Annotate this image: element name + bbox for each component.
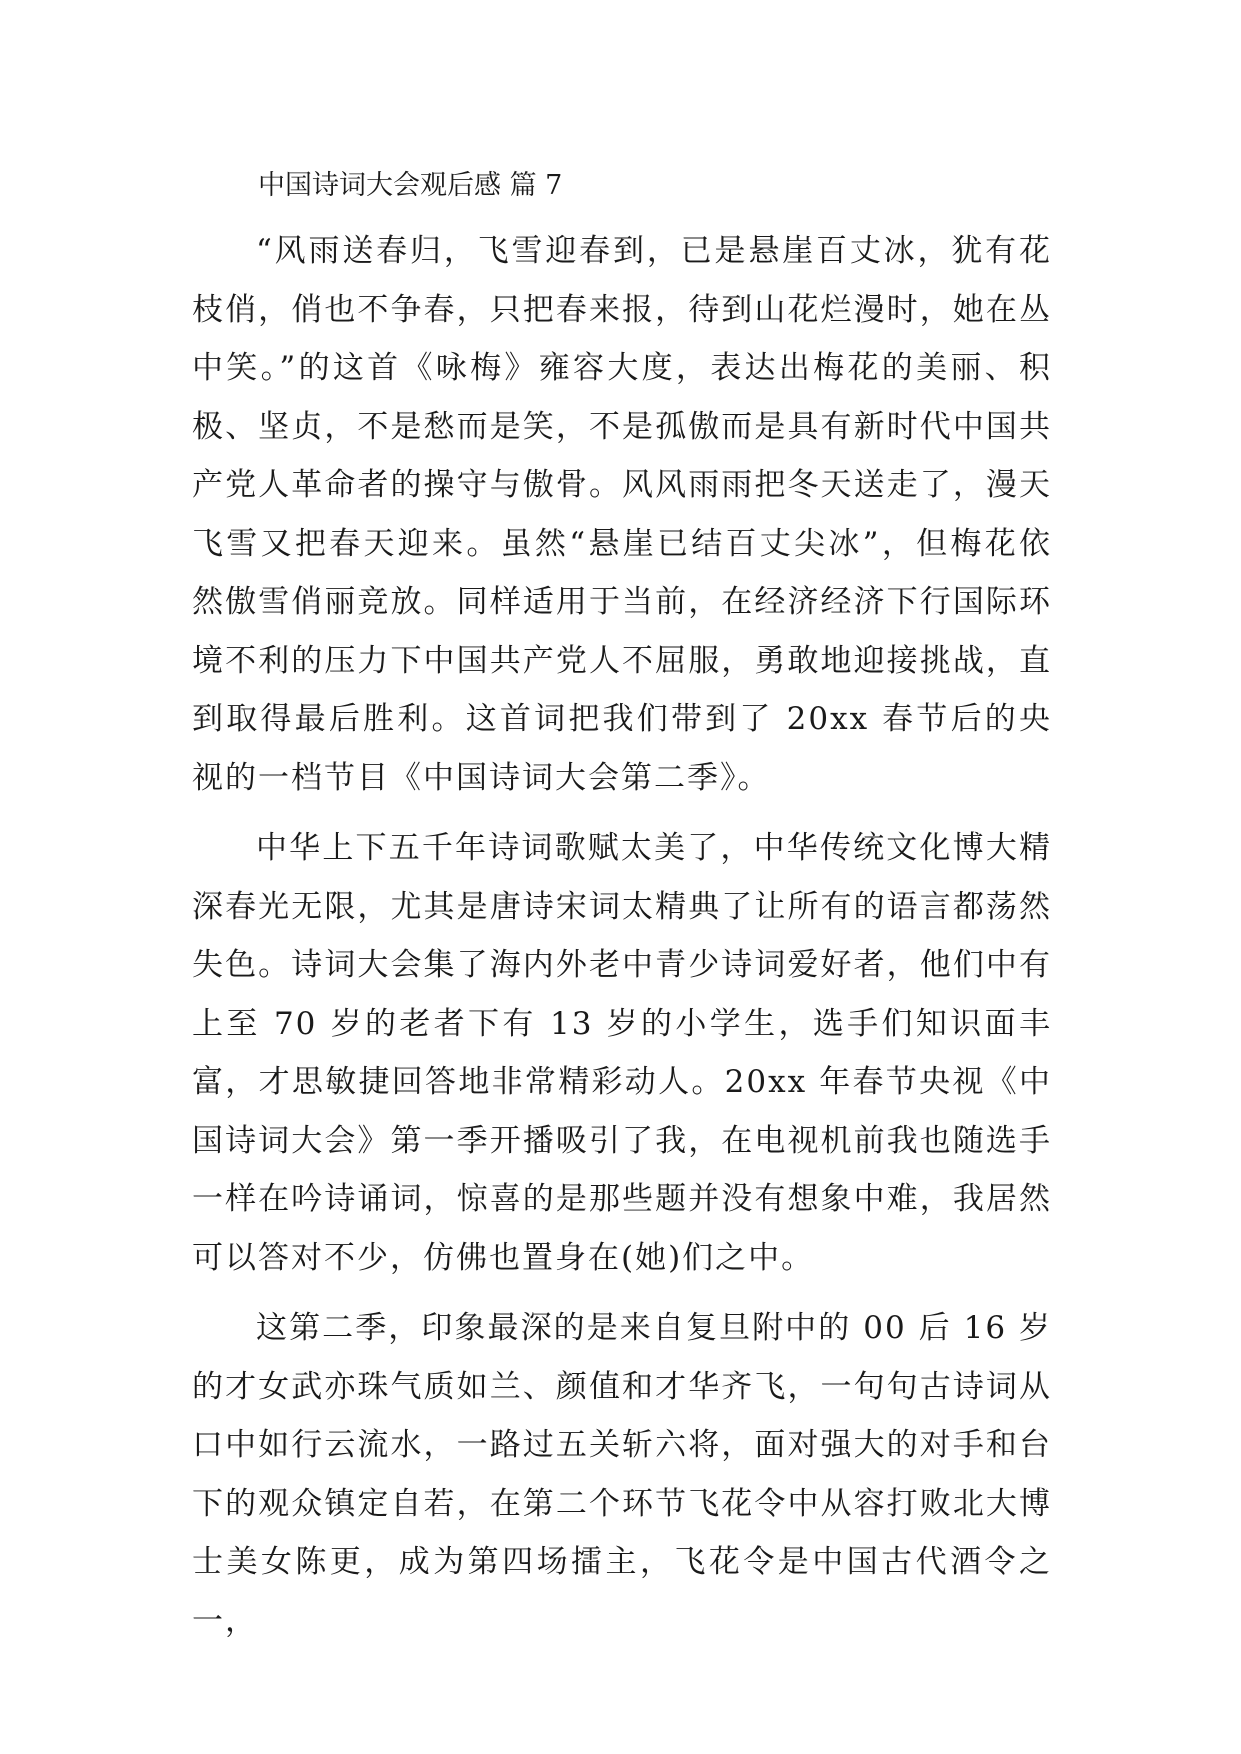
paragraph-poetry-heritage: 中华上下五千年诗词歌赋太美了，中华传统文化博大精深春光无限，尤其是唐诗宋词太精典了让所有的语言都荡然失色。诗词大会集了海内外老中青少诗词爱好者，他们中有上至 70 岁的老者下有 13 岁的小学生，选手们知识面丰富，才思敏捷回答地非常精彩动人。20xx 年春节央视《中国诗词大会》第一季开播吸引了我，在电视机前我也随选手一样在吟诗诵词，惊喜的是那些题并没有想象中难，我居然可以答对不少，仿佛也置身在(她)们之中。	[192, 830, 1052, 1276]
paragraph-yongmei: “风雨送春归，飞雪迎春到，已是悬崖百丈冰，犹有花枝俏，俏也不争春，只把春来报，待到山花烂漫时，她在丛中笑。”的这首《咏梅》雍容大度，表达出梅花的美丽、积极、坚贞，不是愁而是笑，不是孤傲而是具有新时代中国共产党人革命者的操守与傲骨。风风雨雨把冬天送走了，漫天飞雪又把春天迎来。虽然“悬崖已结百丈尖冰”，但梅花依然傲雪俏丽竞放。同样适用于当前，在经济经济下行国际环境不利的压力下中国共产党人不屈服，勇敢地迎接挑战，直到取得最后胜利。这首词把我们带到了 20xx 春节后的央视的一档节目《中国诗词大会第二季》。	[192, 233, 1052, 796]
document-title: 中国诗词大会观后感 篇 7	[258, 170, 563, 201]
paragraph-season-two: 这第二季，印象最深的是来自复旦附中的 00 后 16 岁的才女武亦珠气质如兰、颜值和才华齐飞，一句句古诗词从口中如行云流水，一路过五关斩六将，面对强大的对手和台下的观众镇定自若，在第二个环节飞花令中从容打败北大博士美女陈更，成为第四场擂主，飞花令是中国古代酒令之一，	[192, 1310, 1052, 1639]
document-body	[192, 222, 1052, 1662]
